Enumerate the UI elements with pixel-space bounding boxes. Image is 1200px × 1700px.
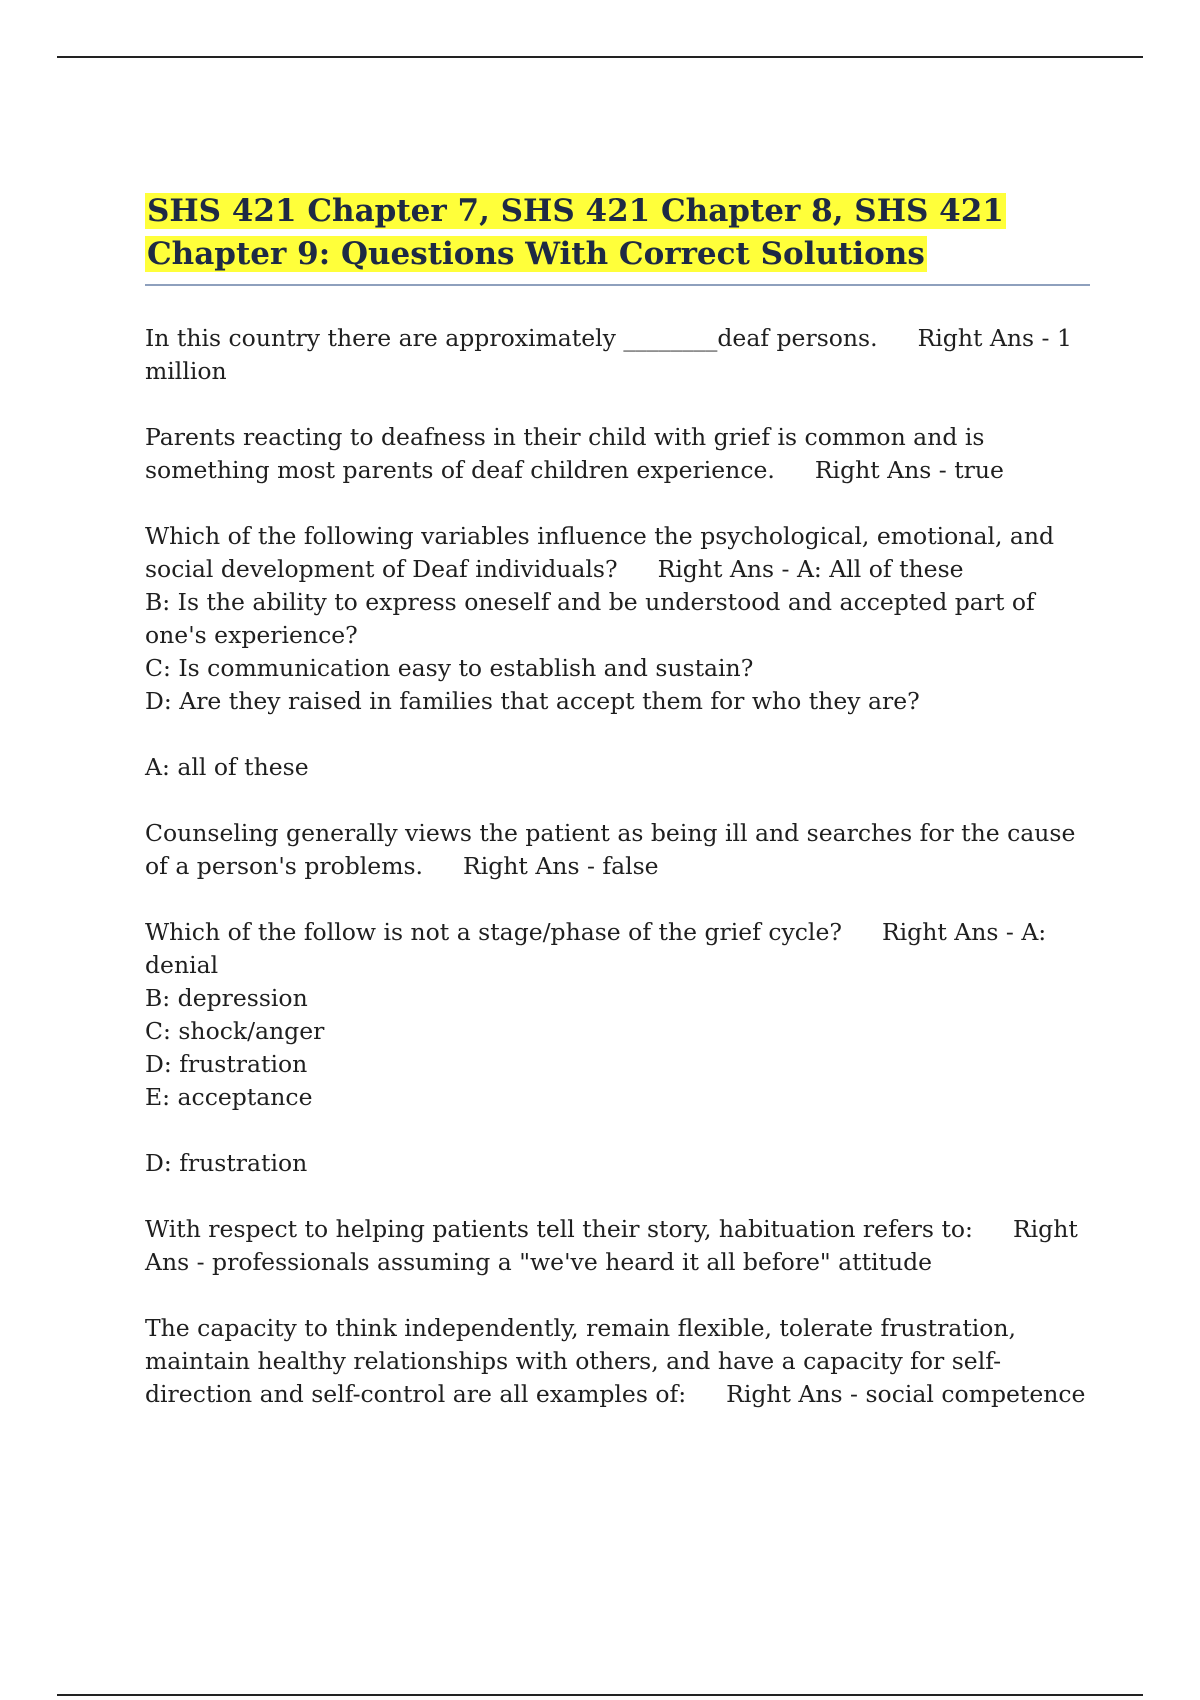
footer-rule — [57, 1694, 1143, 1696]
option-line: E: acceptance — [145, 1083, 313, 1111]
answer-prefix: Right Ans - — [917, 324, 1057, 352]
question-text: Counseling generally views the patient as being ill and searches for the cause of a person's problems. — [145, 819, 1083, 880]
answer-text: A: denial — [145, 918, 1054, 979]
answer-prefix: Right Ans - — [814, 456, 955, 484]
qa-item-4 — [145, 817, 1090, 883]
option-line: B: Is the ability to express oneself and be understood and accepted part of one's experience? — [145, 588, 1043, 649]
answer-text: 1 million — [145, 324, 1080, 385]
answer-text: professionals assuming a "we've heard it all before" attitude — [212, 1248, 933, 1276]
answer-text: A: All of these — [796, 555, 964, 583]
final-answer-2: D: frustration — [145, 1149, 308, 1177]
answer-text: false — [602, 852, 659, 880]
answer-prefix: Right Ans - — [657, 555, 797, 583]
option-line: B: depression — [145, 984, 308, 1012]
qa-item-5 — [145, 916, 1090, 1114]
qa-item-3 — [145, 520, 1090, 718]
question-text: The capacity to think independently, remain flexible, tolerate frustration, maintain healthy relationships with others, and have a capacity for self-direction and self-control are all examples of: — [145, 1314, 1024, 1408]
question-text: In this country there are approximately ________deaf persons. — [145, 324, 878, 352]
question-text: Which of the following variables influence the psychological, emotional, and social development of Deaf individuals? — [145, 522, 1062, 583]
answer-prefix: Right Ans - — [881, 918, 1022, 946]
document-title — [145, 190, 1090, 276]
answer-prefix: Right Ans - — [726, 1380, 866, 1408]
title-block — [145, 190, 1090, 286]
title-highlight: SHS 421 Chapter 7, SHS 421 Chapter 8, SHS 421 Chapter 9: Questions With Correct Solutions — [147, 193, 1004, 272]
option-line: D: frustration — [145, 1050, 308, 1078]
option-line: C: shock/anger — [145, 1017, 325, 1045]
answer-prefix: Right Ans - — [463, 852, 603, 880]
qa-item-2 — [145, 421, 1090, 487]
answer-prefix: Right Ans - — [145, 1215, 1086, 1276]
qa-item-1 — [145, 322, 1090, 388]
answer-text: true — [954, 456, 1004, 484]
qa-item-7 — [145, 1312, 1090, 1411]
answer-text: social competence — [865, 1380, 1086, 1408]
final-answer-1: A: all of these — [145, 753, 309, 781]
document-body — [145, 190, 1090, 1444]
header-rule — [57, 56, 1143, 58]
option-line: D: Are they raised in families that accept them for who they are? — [145, 687, 920, 715]
qa-item-6 — [145, 1213, 1090, 1279]
question-text: With respect to helping patients tell their story, habituation refers to: — [145, 1215, 973, 1243]
question-text: Parents reacting to deafness in their child with grief is common and is something most parents of deaf children experience. — [145, 423, 992, 484]
question-text: Which of the follow is not a stage/phase of the grief cycle? — [145, 918, 842, 946]
option-line: C: Is communication easy to establish and sustain? — [145, 654, 754, 682]
